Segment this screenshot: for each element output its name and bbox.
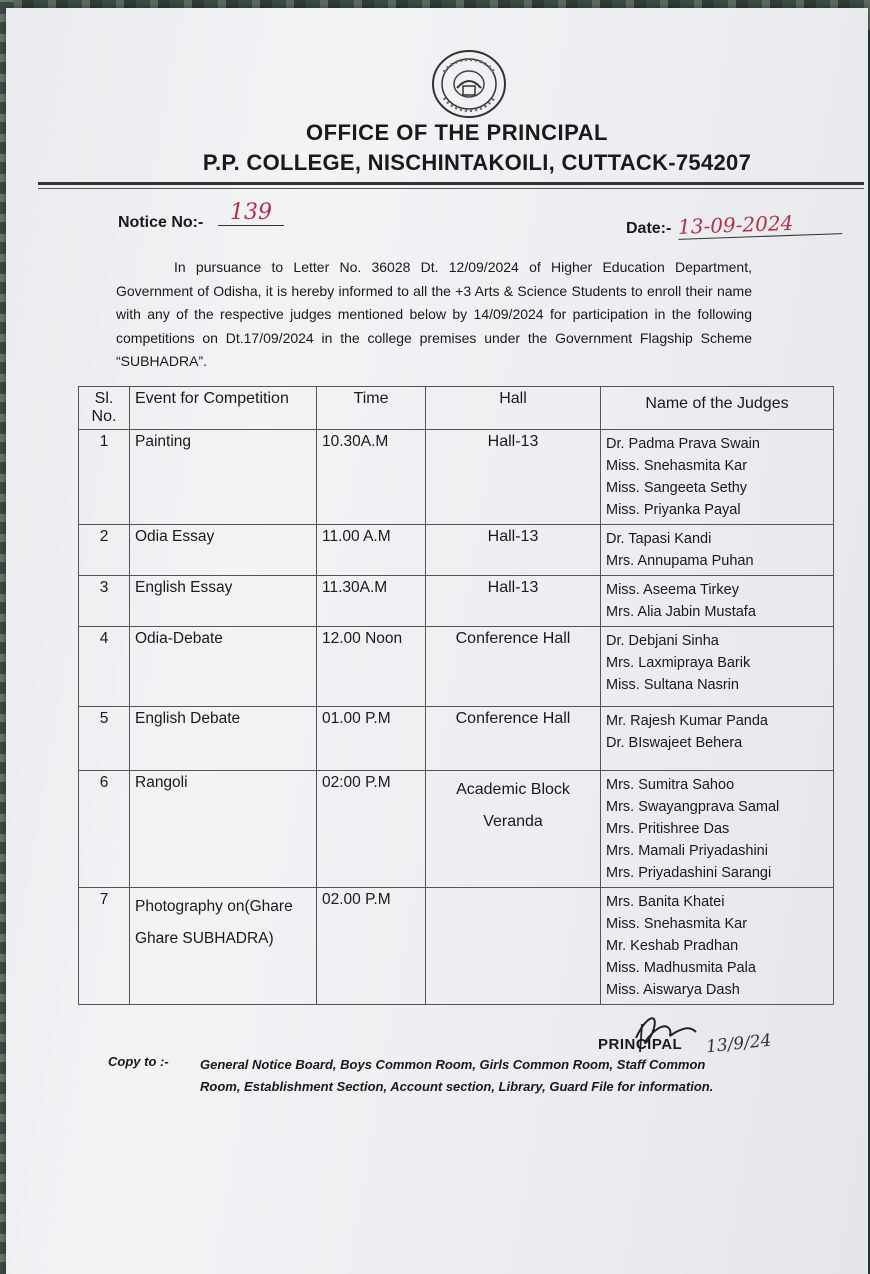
row-time: 02:00 P.M <box>317 771 426 888</box>
judge-name: Mr. Rajesh Kumar Panda <box>606 713 768 729</box>
row-time: 01.00 P.M <box>317 707 426 771</box>
notice-number: 139 <box>218 200 284 226</box>
principal-title: PRINCIPAL <box>598 1036 683 1053</box>
row-time: 11.30A.M <box>317 576 426 627</box>
row-sl-no: 4 <box>79 627 130 707</box>
header-time: Time <box>317 387 426 430</box>
copy-to-label: Copy to :- <box>108 1054 169 1069</box>
judge-name: Dr. Padma Prava Swain <box>606 436 760 452</box>
header-sl-no: Sl. No. <box>79 387 130 430</box>
table-row <box>79 430 834 525</box>
row-sl-no: 3 <box>79 576 130 627</box>
signature-date: 13/9/24 <box>705 1030 773 1058</box>
row-hall: Academic Block Veranda <box>426 771 601 888</box>
row-judges <box>601 525 834 576</box>
row-sl-no: 1 <box>79 430 130 525</box>
row-event: Rangoli <box>130 771 317 888</box>
judge-name: Mrs. Pritishree Das <box>606 821 730 837</box>
judge-name: Mr. Keshab Pradhan <box>606 938 739 954</box>
row-event: Photography on(Ghare Ghare SUBHADRA) <box>130 888 317 1005</box>
header-divider <box>38 182 864 185</box>
table-row <box>79 627 834 707</box>
judge-name: Mrs. Laxmipraya Barik <box>606 655 751 671</box>
header-judges: Name of the Judges <box>601 387 834 430</box>
judge-name: Mrs. Sumitra Sahoo <box>606 777 735 793</box>
row-hall: Conference Hall <box>426 707 601 771</box>
judge-name: Dr. Tapasi Kandi <box>606 531 712 547</box>
college-heading: P.P. COLLEGE, NISCHINTAKOILI, CUTTACK-754207 <box>202 150 752 175</box>
judge-name: Dr. BIswajeet Behera <box>606 735 743 751</box>
judge-name: Miss. Sangeeta Sethy <box>606 480 748 496</box>
judge-name: Mrs. Mamali Priyadashini <box>606 843 768 859</box>
row-hall: Hall-13 <box>426 430 601 525</box>
judge-name: Miss. Priyanka Payal <box>606 502 741 518</box>
table-row <box>79 888 834 1005</box>
row-event: Odia-Debate <box>130 627 317 707</box>
row-hall: Conference Hall <box>426 627 601 707</box>
row-event: English Essay <box>130 576 317 627</box>
judge-name: Miss. Sultana Nasrin <box>606 677 739 693</box>
copy-to-list: General Notice Board, Boys Common Room, Girls Common Room, Staff Common Room, Establishment Section, Account section, Library, Guard File for information. <box>200 1057 714 1094</box>
notice-no-label: Notice No:- <box>118 214 204 231</box>
row-judges <box>601 627 834 707</box>
row-hall <box>426 888 601 1005</box>
table-header-row <box>79 387 834 430</box>
row-time: 02.00 P.M <box>317 888 426 1005</box>
judge-name: Mrs. Priyadashini Sarangi <box>606 865 772 881</box>
row-sl-no: 6 <box>79 771 130 888</box>
row-judges <box>601 576 834 627</box>
notice-paper <box>6 8 868 1274</box>
judge-name: Miss. Madhusmita Pala <box>606 960 756 976</box>
row-event: Painting <box>130 430 317 525</box>
judge-name: Miss. Snehasmita Kar <box>606 458 748 474</box>
date-label: Date:- <box>626 220 672 237</box>
judge-name: Miss. Aseema Tirkey <box>606 582 739 598</box>
table-row <box>79 576 834 627</box>
table-row <box>79 525 834 576</box>
notice-body: In pursuance to Letter No. 36028 Dt. 12/09/2024 of Higher Education Department, Government of Odisha, it is hereby informed to all the +3 Arts & Science Students to enroll their name with any of the respective judges mentioned below by 14/09/2024 for participation in the following competitions on Dt.17/09/2024 in the college premises under the Government Flagship Scheme “SUBHADRA”. <box>116 259 752 369</box>
judge-name: Mrs. Annupama Puhan <box>606 553 754 569</box>
judge-name: Mrs. Banita Khatei <box>606 894 725 910</box>
judge-name: Mrs. Swayangprava Samal <box>606 799 780 815</box>
row-judges <box>601 430 834 525</box>
row-event: Odia Essay <box>130 525 317 576</box>
row-time: 10.30A.M <box>317 430 426 525</box>
judge-name: Mrs. Alia Jabin Mustafa <box>606 604 756 620</box>
table-row <box>79 707 834 771</box>
row-event: English Debate <box>130 707 317 771</box>
notice-date: 13-09-2024 <box>678 209 843 240</box>
row-judges <box>601 771 834 888</box>
row-judges <box>601 888 834 1005</box>
competition-table <box>78 386 834 1005</box>
judge-name: Miss. Aiswarya Dash <box>606 982 740 998</box>
row-sl-no: 5 <box>79 707 130 771</box>
row-sl-no: 7 <box>79 888 130 1005</box>
judge-name: Dr. Debjani Sinha <box>606 633 719 649</box>
college-seal-icon <box>430 48 508 120</box>
header-event: Event for Competition <box>130 387 317 430</box>
header-divider-thin <box>38 188 864 189</box>
header-hall: Hall <box>426 387 601 430</box>
row-judges <box>601 707 834 771</box>
row-hall: Hall-13 <box>426 525 601 576</box>
judge-name: Miss. Snehasmita Kar <box>606 916 748 932</box>
row-sl-no: 2 <box>79 525 130 576</box>
row-time: 11.00 A.M <box>317 525 426 576</box>
row-hall: Hall-13 <box>426 576 601 627</box>
office-heading: OFFICE OF THE PRINCIPAL <box>306 120 608 145</box>
table-row <box>79 771 834 888</box>
row-time: 12.00 Noon <box>317 627 426 707</box>
